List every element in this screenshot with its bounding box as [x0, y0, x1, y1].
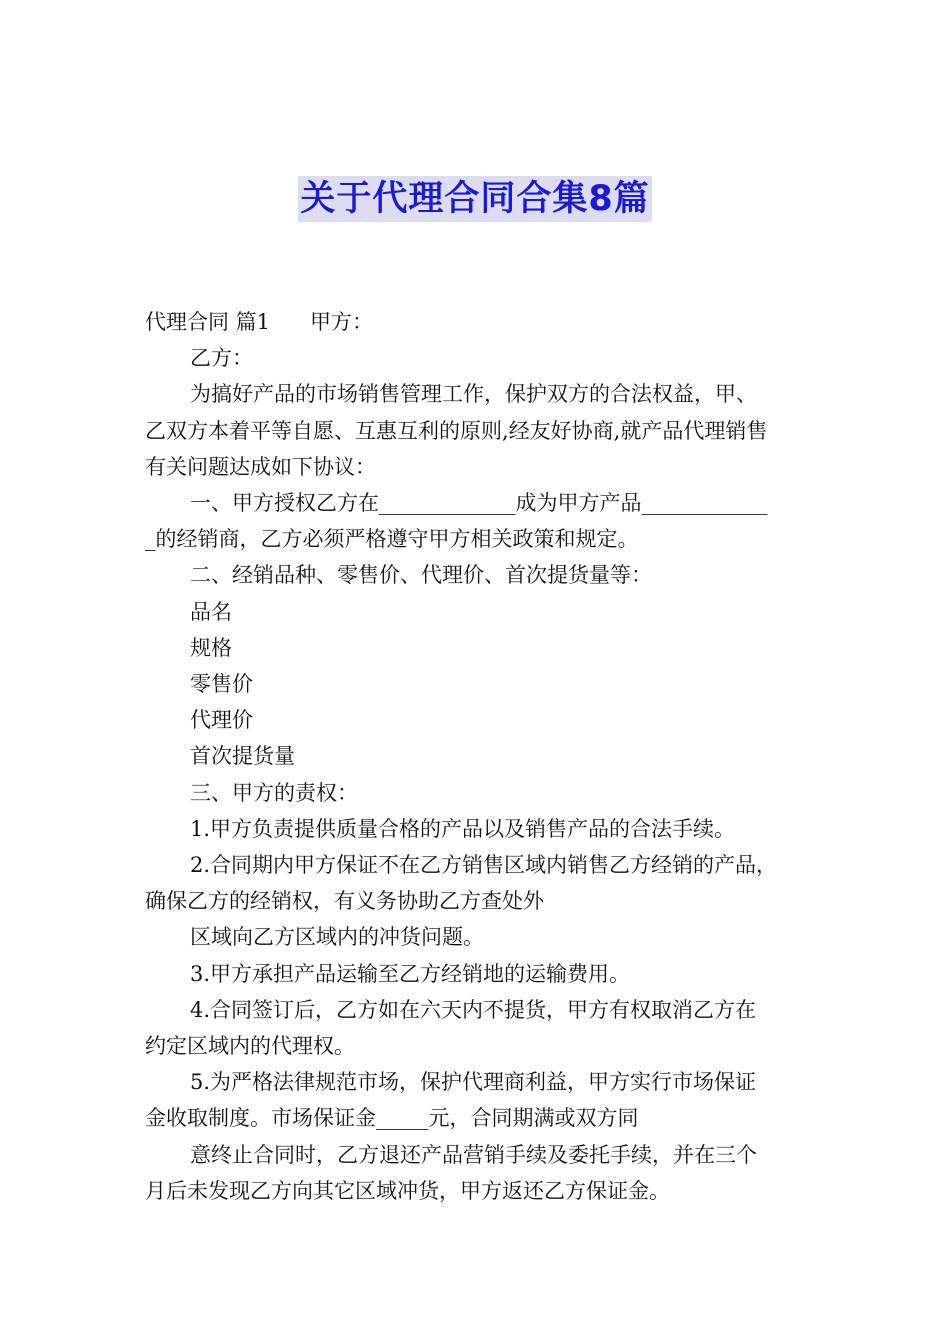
text-line: 3.甲方承担产品运输至乙方经销地的运输费用。 [190, 961, 631, 986]
text-line: 品名 [190, 599, 232, 624]
text-line: 乙方： [190, 346, 253, 371]
text-line: 一、甲方授权乙方在_____________成为甲方产品____________ [190, 491, 768, 516]
text-line: 确保乙方的经销权，有义务协助乙方查处外 [145, 889, 544, 914]
text-line: 规格 [190, 635, 232, 660]
text-line: 有关问题达成如下协议： [145, 454, 376, 479]
text-line: 4.合同签订后，乙方如在六天内不提货，甲方有权取消乙方在 [190, 997, 757, 1022]
title-container [0, 176, 950, 222]
text-line: 首次提货量 [190, 744, 295, 769]
first-line [145, 304, 825, 340]
document-title: 关于代理合同合集8篇 [298, 176, 651, 222]
text-line: 区域向乙方区域内的冲货问题。 [190, 925, 484, 950]
text-line: 1.甲方负责提供质量合格的产品以及销售产品的合法手续。 [190, 816, 736, 841]
text-line: _的经销商，乙方必须严格遵守甲方相关政策和规定。 [145, 527, 639, 552]
text-line: 意终止合同时，乙方退还产品营销手续及委托手续，并在三个 [190, 1142, 757, 1167]
party-a-label: 甲方： [310, 310, 374, 334]
text-line: 约定区域内的代理权。 [145, 1034, 355, 1059]
text-line: 三、甲方的责权： [190, 780, 358, 805]
document-body [145, 304, 825, 1209]
text-line: 金收取制度。市场保证金_____元，合同期满或双方同 [145, 1106, 639, 1131]
text-line: 零售价 [190, 672, 253, 697]
section-heading: 代理合同 篇1 [145, 310, 271, 334]
text-line: 乙双方本着平等自愿、互惠互利的原则,经友好协商,就产品代理销售 [145, 418, 768, 443]
text-line: 二、经销品种、零售价、代理价、首次提货量等： [190, 563, 652, 588]
text-line: 5.为严格法律规范市场，保护代理商利益，甲方实行市场保证 [190, 1070, 757, 1095]
text-line: 为搞好产品的市场销售管理工作，保护双方的合法权益，甲、 [190, 382, 757, 407]
text-line: 2.合同期内甲方保证不在乙方销售区域内销售乙方经销的产品， [190, 853, 778, 878]
text-line: 月后未发现乙方向其它区域冲货，甲方返还乙方保证金。 [145, 1178, 670, 1203]
text-line: 代理价 [190, 708, 253, 733]
